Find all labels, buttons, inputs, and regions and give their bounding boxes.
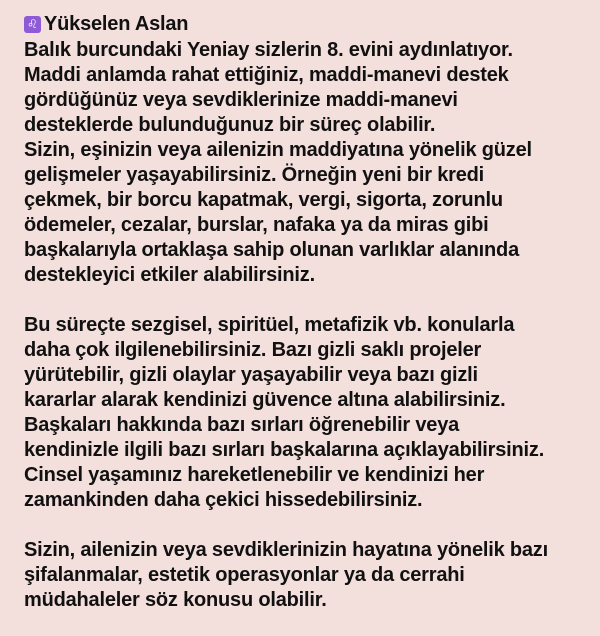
text-line: gelişmeler yaşayabilirsiniz. Örneğin yeni bir kredi: [24, 164, 484, 186]
text-line: yürütebilir, gizli olaylar yaşayabilir veya bazı gizli: [24, 364, 478, 386]
text-line: gördüğünüz veya sevdiklerinize maddi-manevi: [24, 89, 458, 111]
page-title: Yükselen Aslan: [44, 13, 189, 35]
text-line: Cinsel yaşamınız hareketlenebilir ve kendinizi her: [24, 464, 485, 486]
text-line: Maddi anlamda rahat ettiğiniz, maddi-manevi destek: [24, 64, 509, 86]
text-line: Bu süreçte sezgisel, spiritüel, metafizik vb. konularla: [24, 314, 515, 336]
text-line: başkalarıyla ortaklaşa sahip olunan varlıklar alanında: [24, 239, 519, 261]
text-line: Sizin, eşinizin veya ailenizin maddiyatına yönelik güzel: [24, 139, 532, 161]
leo-sign-icon: ♌: [24, 16, 41, 33]
paragraph-2: [24, 313, 590, 513]
text-line: çekmek, bir borcu kapatmak, vergi, sigorta, zorunlu: [24, 189, 503, 211]
paragraph-1: [24, 38, 590, 288]
text-line: ödemeler, cezalar, burslar, nafaka ya da miras gibi: [24, 214, 489, 236]
text-line: zamankinden daha çekici hissedebilirsiniz.: [24, 489, 423, 511]
paragraph-spacer: [24, 513, 590, 538]
text-line: desteklerde bulunduğunuz bir süreç olabilir.: [24, 114, 436, 136]
text-line: müdahaleler söz konusu olabilir.: [24, 589, 327, 611]
paragraph-3: [24, 538, 590, 613]
text-line: Başkaları hakkında bazı sırları öğrenebilir veya: [24, 414, 460, 436]
text-line: Sizin, ailenizin veya sevdiklerinizin hayatına yönelik bazı: [24, 539, 548, 561]
paragraph-spacer: [24, 288, 590, 313]
text-line: kararlar alarak kendinizi güvence altına alabilirsiniz.: [24, 389, 506, 411]
text-line: şifalanmalar, estetik operasyonlar ya da cerrahi: [24, 564, 465, 586]
text-line: daha çok ilgilenebilirsiniz. Bazı gizli saklı projeler: [24, 339, 482, 361]
text-line: Balık burcundaki Yeniay sizlerin 8. evini aydınlatıyor.: [24, 39, 513, 61]
text-line: kendinizle ilgili bazı sırları başkalarına açıklayabilirsiniz.: [24, 439, 545, 461]
title-row: [24, 8, 590, 40]
text-line: destekleyici etkiler alabilirsiniz.: [24, 264, 315, 286]
